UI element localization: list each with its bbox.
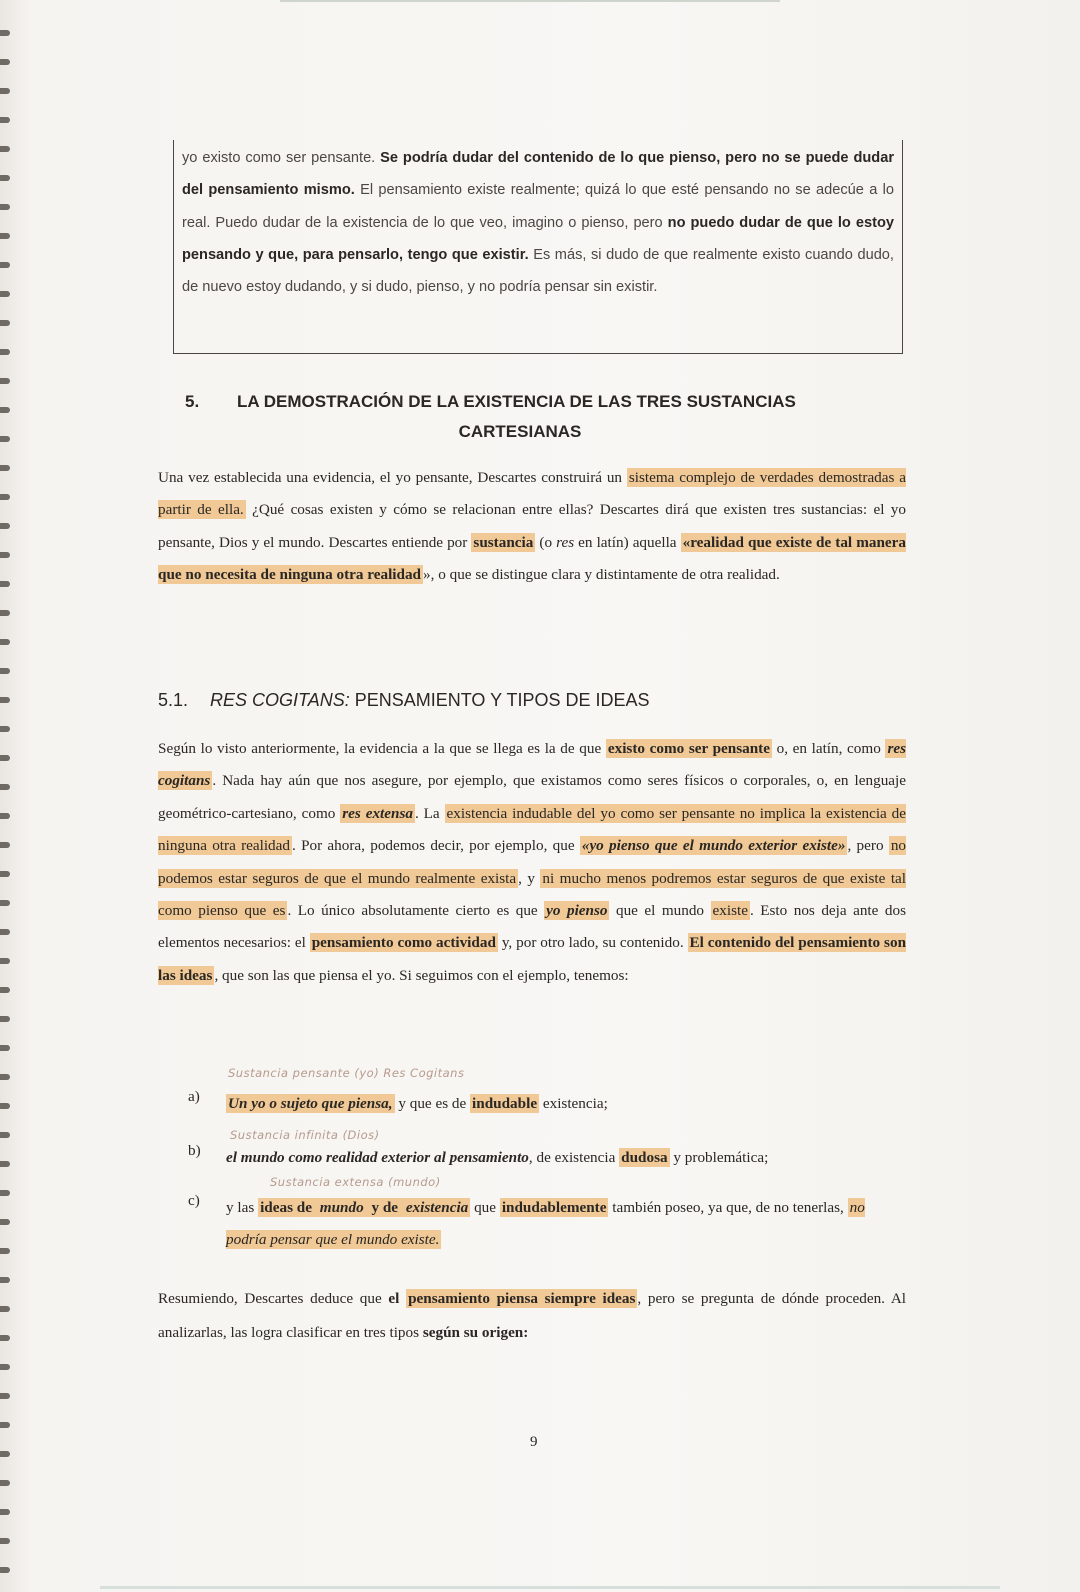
text-run: . Nada hay aún que nos asegure, por ejemplo, que existamos como seres físicos o corporales, o, en lenguaje geométrico-cartesiano, como bbox=[158, 772, 906, 822]
quote-text-run: El pensamiento existe realmente; quizá lo que esté pensando no se adecúe a lo real. Puedo dudar de la existencia de lo que veo, imagino o pienso, pero bbox=[182, 182, 894, 231]
text-run: o, en latín, como bbox=[771, 740, 886, 757]
binding-ring bbox=[0, 378, 10, 384]
page-number: 9 bbox=[530, 1434, 538, 1450]
text-run: en latín) aquella bbox=[574, 533, 681, 551]
binding-ring bbox=[0, 784, 10, 790]
binding-ring bbox=[0, 1422, 10, 1428]
binding-ring bbox=[0, 175, 10, 181]
highlighted-text: sustancia bbox=[473, 533, 534, 551]
binding-ring bbox=[0, 1016, 10, 1022]
binding-ring bbox=[0, 871, 10, 877]
text-run: , y bbox=[518, 869, 541, 887]
binding-ring bbox=[0, 958, 10, 964]
highlighted-text: indudable bbox=[472, 1095, 538, 1112]
binding-ring bbox=[0, 465, 10, 471]
highlighted-text: no podría pensar que el mundo existe. bbox=[226, 1199, 865, 1248]
binding-ring bbox=[0, 349, 10, 355]
quote-box bbox=[173, 140, 903, 354]
binding-ring bbox=[0, 1045, 10, 1051]
binding-ring bbox=[0, 436, 10, 442]
highlighted-text: existencia bbox=[405, 1199, 469, 1216]
text-run: », o que se distingue clara y distintamente de otra realidad. bbox=[423, 566, 780, 584]
section-5-1-heading bbox=[158, 690, 649, 711]
text-run: ¿Qué cosas existen y cómo se relacionan entre ellas? Descartes dirá que existen tres sustancias: el yo pensante, Dios y el mundo. Descartes entiende por bbox=[158, 501, 906, 551]
binding-ring bbox=[0, 204, 10, 210]
text-run: que bbox=[470, 1199, 500, 1216]
binding-ring bbox=[0, 407, 10, 413]
binding-ring bbox=[0, 233, 10, 239]
binding-ring bbox=[0, 639, 10, 645]
highlighted-text: res extensa bbox=[342, 804, 413, 822]
highlighted-text: sistema complejo de verdades demostradas a partir de ella. bbox=[158, 469, 906, 519]
text-run: , pero bbox=[847, 837, 889, 855]
binding-ring bbox=[0, 494, 10, 500]
section-5-title-line2: CARTESIANAS bbox=[458, 422, 582, 441]
text-run: (o bbox=[535, 533, 557, 551]
section-5-1-title-italic: RES COGITANS: bbox=[210, 690, 350, 710]
binding-ring bbox=[0, 1509, 10, 1515]
binding-ring bbox=[0, 813, 10, 819]
text-run: Una vez establecida una evidencia, el yo pensante, Descartes construirá un bbox=[158, 469, 627, 486]
binding-ring bbox=[0, 581, 10, 587]
binding-ring bbox=[0, 697, 10, 703]
highlighted-text: pensamiento piensa siempre ideas bbox=[408, 1290, 636, 1307]
binding-ring bbox=[0, 755, 10, 761]
binding-ring bbox=[0, 1132, 10, 1138]
binding-ring bbox=[0, 1480, 10, 1486]
binding-ring bbox=[0, 726, 10, 732]
text-run: . La bbox=[414, 804, 445, 822]
text-run: que el mundo bbox=[609, 902, 711, 920]
section-5-title-line1: LA DEMOSTRACIÓN DE LA EXISTENCIA DE LAS TRES SUSTANCIAS bbox=[237, 392, 796, 411]
binding-ring bbox=[0, 523, 10, 529]
quote-text-run: yo existo como ser pensante. bbox=[182, 150, 381, 166]
highlighted-text: existe bbox=[712, 902, 748, 920]
list-item-label: c) bbox=[188, 1192, 200, 1209]
binding-ring bbox=[0, 1248, 10, 1254]
section-5-1-number: 5.1. bbox=[158, 690, 189, 710]
binding-ring bbox=[0, 1074, 10, 1080]
highlighted-text: Un yo o sujeto que piensa, bbox=[228, 1095, 393, 1112]
handwritten-note-b: Sustancia infinita (Dios) bbox=[230, 1128, 380, 1142]
binding-ring bbox=[0, 1538, 10, 1544]
highlighted-text: ideas de bbox=[260, 1199, 316, 1216]
text-run: también poseo, ya que, de no tenerlas, bbox=[608, 1199, 848, 1216]
list-item-text bbox=[226, 1192, 906, 1256]
binding-ring bbox=[0, 987, 10, 993]
text-run: el mundo como realidad exterior al pensamiento bbox=[226, 1149, 529, 1166]
binding-ring bbox=[0, 1451, 10, 1457]
list-item-label: a) bbox=[188, 1088, 200, 1105]
binding-ring bbox=[0, 117, 10, 123]
binding-ring bbox=[0, 900, 10, 906]
highlighted-text: no podemos estar seguros de que el mundo realmente exista bbox=[158, 837, 906, 887]
list-item-label: b) bbox=[188, 1142, 201, 1159]
handwritten-note-c: Sustancia extensa (mundo) bbox=[270, 1175, 441, 1189]
quote-text-run: Se podría dudar del contenido de lo que pienso, pero no se puede dudar del pensamiento mismo. bbox=[182, 150, 895, 199]
highlighted-text: existencia indudable del yo como ser pensante no implica la existencia de ninguna otra realidad bbox=[158, 804, 906, 855]
section-5-number: 5. bbox=[185, 392, 200, 411]
text-run: . Esto nos deja ante dos elementos necesarios: el bbox=[158, 902, 906, 952]
binding-ring bbox=[0, 1103, 10, 1109]
highlighted-text: dudosa bbox=[621, 1149, 668, 1166]
binding-ring bbox=[0, 929, 10, 935]
spiral-binding bbox=[0, 0, 14, 1592]
page-bottom-edge bbox=[100, 1586, 1000, 1589]
highlighted-text: existo como ser pensante bbox=[607, 740, 770, 757]
binding-ring bbox=[0, 1335, 10, 1341]
paragraph-summary bbox=[158, 1282, 906, 1350]
list-item-text bbox=[226, 1142, 906, 1174]
text-run: , de existencia bbox=[528, 1149, 620, 1166]
highlighted-text: y de bbox=[367, 1199, 402, 1216]
text-run: res bbox=[556, 533, 575, 551]
binding-ring bbox=[0, 1567, 10, 1573]
text-run: y que es de bbox=[394, 1095, 471, 1112]
highlighted-text: pensamiento como actividad bbox=[311, 934, 496, 952]
binding-ring bbox=[0, 1190, 10, 1196]
binding-ring bbox=[0, 320, 10, 326]
binding-ring bbox=[0, 668, 10, 674]
binding-ring bbox=[0, 1364, 10, 1370]
highlighted-text: yo pienso bbox=[546, 902, 608, 920]
binding-ring bbox=[0, 552, 10, 558]
binding-ring bbox=[0, 842, 10, 848]
text-run: . Por ahora, podemos decir, por ejemplo, que bbox=[292, 837, 580, 855]
text-run: el bbox=[388, 1290, 407, 1307]
section-5-1-title-rest: PENSAMIENTO Y TIPOS DE IDEAS bbox=[349, 690, 650, 710]
text-run: y, por otro lado, su contenido. bbox=[497, 934, 688, 952]
handwritten-note-a: Sustancia pensante (yo) Res Cogitans bbox=[228, 1066, 465, 1080]
binding-ring bbox=[0, 1219, 10, 1225]
highlighted-text: mundo bbox=[319, 1199, 364, 1216]
text-run: existencia; bbox=[539, 1095, 608, 1112]
page-top-edge bbox=[280, 0, 780, 2]
binding-ring bbox=[0, 610, 10, 616]
paragraph-res-cogitans bbox=[158, 733, 906, 992]
binding-ring bbox=[0, 30, 10, 36]
highlighted-text: ni mucho menos podremos estar seguros de que existe tal como pienso que es bbox=[158, 869, 907, 920]
list-item-text bbox=[226, 1088, 906, 1120]
text-run: . Lo único absolutamente cierto es que bbox=[287, 902, 545, 920]
binding-ring bbox=[0, 1306, 10, 1312]
highlighted-text: indudablemente bbox=[501, 1199, 607, 1216]
text-run: Resumiendo, Descartes deduce que bbox=[158, 1290, 389, 1307]
text-run: y problemática; bbox=[669, 1149, 769, 1166]
binding-ring bbox=[0, 291, 10, 297]
text-run: Según lo visto anteriormente, la evidencia a la que se llega es la de que bbox=[158, 740, 606, 757]
binding-ring bbox=[0, 1161, 10, 1167]
paragraph-substances bbox=[158, 462, 906, 592]
highlighted-text: El contenido del pensamiento son las ideas bbox=[158, 934, 907, 984]
highlighted-text: res cogitans bbox=[158, 740, 907, 790]
text-run: , pero se pregunta de dónde proceden. Al analizarlas, las logra clasificar en tres tipos bbox=[158, 1290, 907, 1341]
binding-ring bbox=[0, 262, 10, 268]
binding-ring bbox=[0, 59, 10, 65]
binding-ring bbox=[0, 1393, 10, 1399]
highlighted-text: «yo pienso que el mundo exterior existe» bbox=[581, 837, 846, 855]
text-run: y las bbox=[226, 1199, 259, 1216]
text-run: según su origen: bbox=[422, 1324, 529, 1341]
quote-text-run: Es más, si dudo de que realmente existo cuando dudo, de nuevo estoy dudando, y si dudo, pienso, y no podría pensar sin existir. bbox=[182, 246, 894, 296]
text-run: , que son las que piensa el yo. Si seguimos con el ejemplo, tenemos: bbox=[214, 966, 629, 984]
binding-ring bbox=[0, 146, 10, 152]
quote-text-run: no puedo dudar de que lo estoy pensando y que, para pensarlo, tengo que existir. bbox=[182, 214, 894, 263]
binding-ring bbox=[0, 1277, 10, 1283]
highlighted-text: «realidad que existe de tal manera que no necesita de ninguna otra realidad bbox=[158, 533, 906, 584]
binding-ring bbox=[0, 88, 10, 94]
